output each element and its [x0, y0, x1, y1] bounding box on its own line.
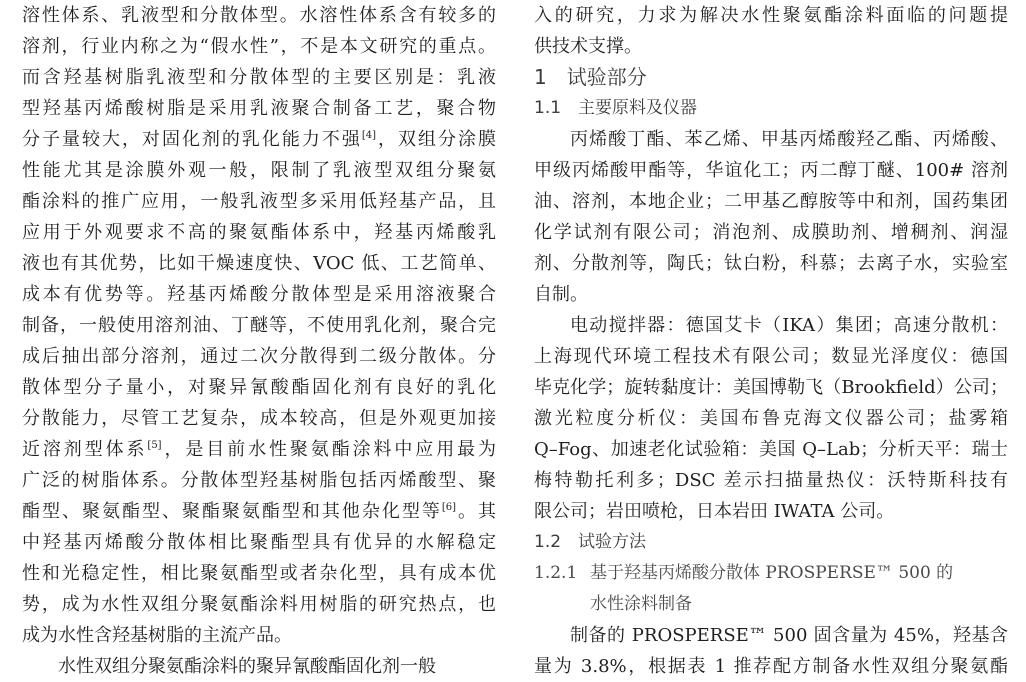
right-column — [534, 0, 1008, 682]
subsubsection-heading-cont: 水性涂料制备 — [590, 594, 692, 614]
body-text-line: 梅特勒托利多；DSC 差示扫描量热仪：沃特斯科技有 — [534, 470, 1008, 491]
section-heading: 1 试验部分 — [534, 65, 647, 89]
subsubsection-heading — [534, 558, 1008, 589]
body-text-line: 分散能力，尽管工艺复杂，成本较高，但是外观更加接 — [22, 408, 496, 429]
body-text-line: 成为水性含羟基树脂的主流产品。 — [22, 625, 292, 646]
body-text-line: 电动搅拌器：德国艾卡（IKA）集团；高速分散机： — [570, 315, 1008, 336]
body-text-line: 酯型、聚氨酯型、聚酯聚氨酯型和其他杂化型等[6]。其 — [22, 501, 497, 522]
citation-marker: [6] — [441, 502, 457, 513]
body-text-line: 而含羟基树脂乳液型和分散体型的主要区别是：乳液 — [22, 67, 496, 88]
body-text-line: 供技术支撑。 — [534, 36, 642, 57]
body-text-line: 酯涂料的推广应用，一般乳液型多采用低羟基产品，且 — [22, 191, 496, 212]
body-text-line: 甲级丙烯酸甲酯等，华谊化工；丙二醇丁醚、100# 溶剂 — [534, 160, 1008, 181]
heading-text: 基于羟基丙烯酸分散体 PROSPERSE™ 500 的 — [590, 563, 954, 583]
body-text-line: 激光粒度分析仪：美国布鲁克海文仪器公司；盐雾箱 — [534, 408, 1008, 429]
body-text-line: 上海现代环境工程技术有限公司；数显光泽度仪：德国 — [534, 346, 1008, 367]
body-text-line: 限公司；岩田喷枪，日本岩田 IWATA 公司。 — [534, 501, 895, 522]
body-text-line: 油、溶剂，本地企业；二甲基乙醇胺等中和剂，国药集团 — [534, 191, 1008, 212]
body-text-line: 广泛的树脂体系。分散体型羟基树脂包括丙烯酸型、聚 — [22, 470, 496, 491]
body-text-line: 型羟基丙烯酸树脂是采用乳液聚合制备工艺，聚合物 — [22, 98, 496, 119]
subsection-heading: 1.2 试验方法 — [534, 532, 647, 552]
body-text-line: 制备，一般使用溶剂油、丁醚等，不使用乳化剂，聚合完 — [22, 315, 496, 336]
body-text-line: 近溶剂型体系[5]，是目前水性聚氨酯涂料中应用最为 — [22, 439, 497, 460]
body-text-line: 中羟基丙烯酸分散体相比聚酯型具有优异的水解稳定 — [22, 532, 496, 553]
body-text-line: 量为 3.8%，根据表 1 推荐配方制备水性双组分聚氨酯 — [534, 656, 1008, 677]
body-text-line: 溶性体系、乳液型和分散体型。水溶性体系含有较多的 — [22, 5, 496, 26]
body-text-line: 自制。 — [534, 284, 588, 305]
body-text-line: 化学试剂有限公司；消泡剂、成膜助剂、增稠剂、润湿 — [534, 222, 1008, 243]
body-text-line: 毕克化学；旋转黏度计：美国博勒飞（Brookfield）公司； — [534, 377, 1008, 398]
body-text-line: 成本有优势等。羟基丙烯酸分散体型是采用溶液聚合 — [22, 284, 496, 305]
body-text-line: 水性双组分聚氨酯涂料的聚异氰酸酯固化剂一般 — [58, 656, 436, 677]
body-text-line: 液也有其优势，比如干燥速度快、VOC 低、工艺简单、 — [22, 253, 496, 274]
body-text-line: 应用于外观要求不高的聚氨酯体系中，羟基丙烯酸乳 — [22, 222, 496, 243]
subsection-heading: 1.1 主要原料及仪器 — [534, 98, 698, 118]
body-text-line: 散体型分子量小，对聚异氰酸酯固化剂有良好的乳化 — [22, 377, 496, 398]
body-text-line: 性能尤其是涂膜外观一般，限制了乳液型双组分聚氨 — [22, 160, 496, 181]
body-text-line: Q–Fog、加速老化试验箱：美国 Q–Lab；分析天平：瑞士 — [534, 439, 1008, 460]
body-text-line: 分子量较大，对固化剂的乳化能力不强[4]，双组分涂膜 — [22, 129, 497, 150]
body-text-line: 势，成为水性双组分聚氨酯涂料用树脂的研究热点，也 — [22, 594, 496, 615]
body-text-line: 剂、分散剂等，陶氏；钛白粉，科慕；去离子水，实验室 — [534, 253, 1008, 274]
body-text-line: 溶剂，行业内称之为“假水性”，不是本文研究的重点。 — [22, 36, 496, 57]
left-column — [22, 0, 496, 682]
body-text-line: 性和光稳定性，相比聚氨酯型或者杂化型，具有成本优 — [22, 563, 496, 584]
body-text-line: 丙烯酸丁酯、苯乙烯、甲基丙烯酸羟乙酯、丙烯酸、 — [570, 129, 1008, 150]
citation-marker: [5] — [147, 440, 162, 451]
body-text-line: 成后抽出部分溶剂，通过二次分散得到二级分散体。分 — [22, 346, 496, 367]
body-text-line: 制备的 PROSPERSE™ 500 固含量为 45%，羟基含 — [570, 625, 1008, 646]
body-text-line: 入的研究，力求为解决水性聚氨酯涂料面临的问题提 — [534, 5, 1008, 26]
heading-number: 1.2.1 — [534, 563, 578, 583]
citation-marker: [4] — [361, 130, 377, 141]
